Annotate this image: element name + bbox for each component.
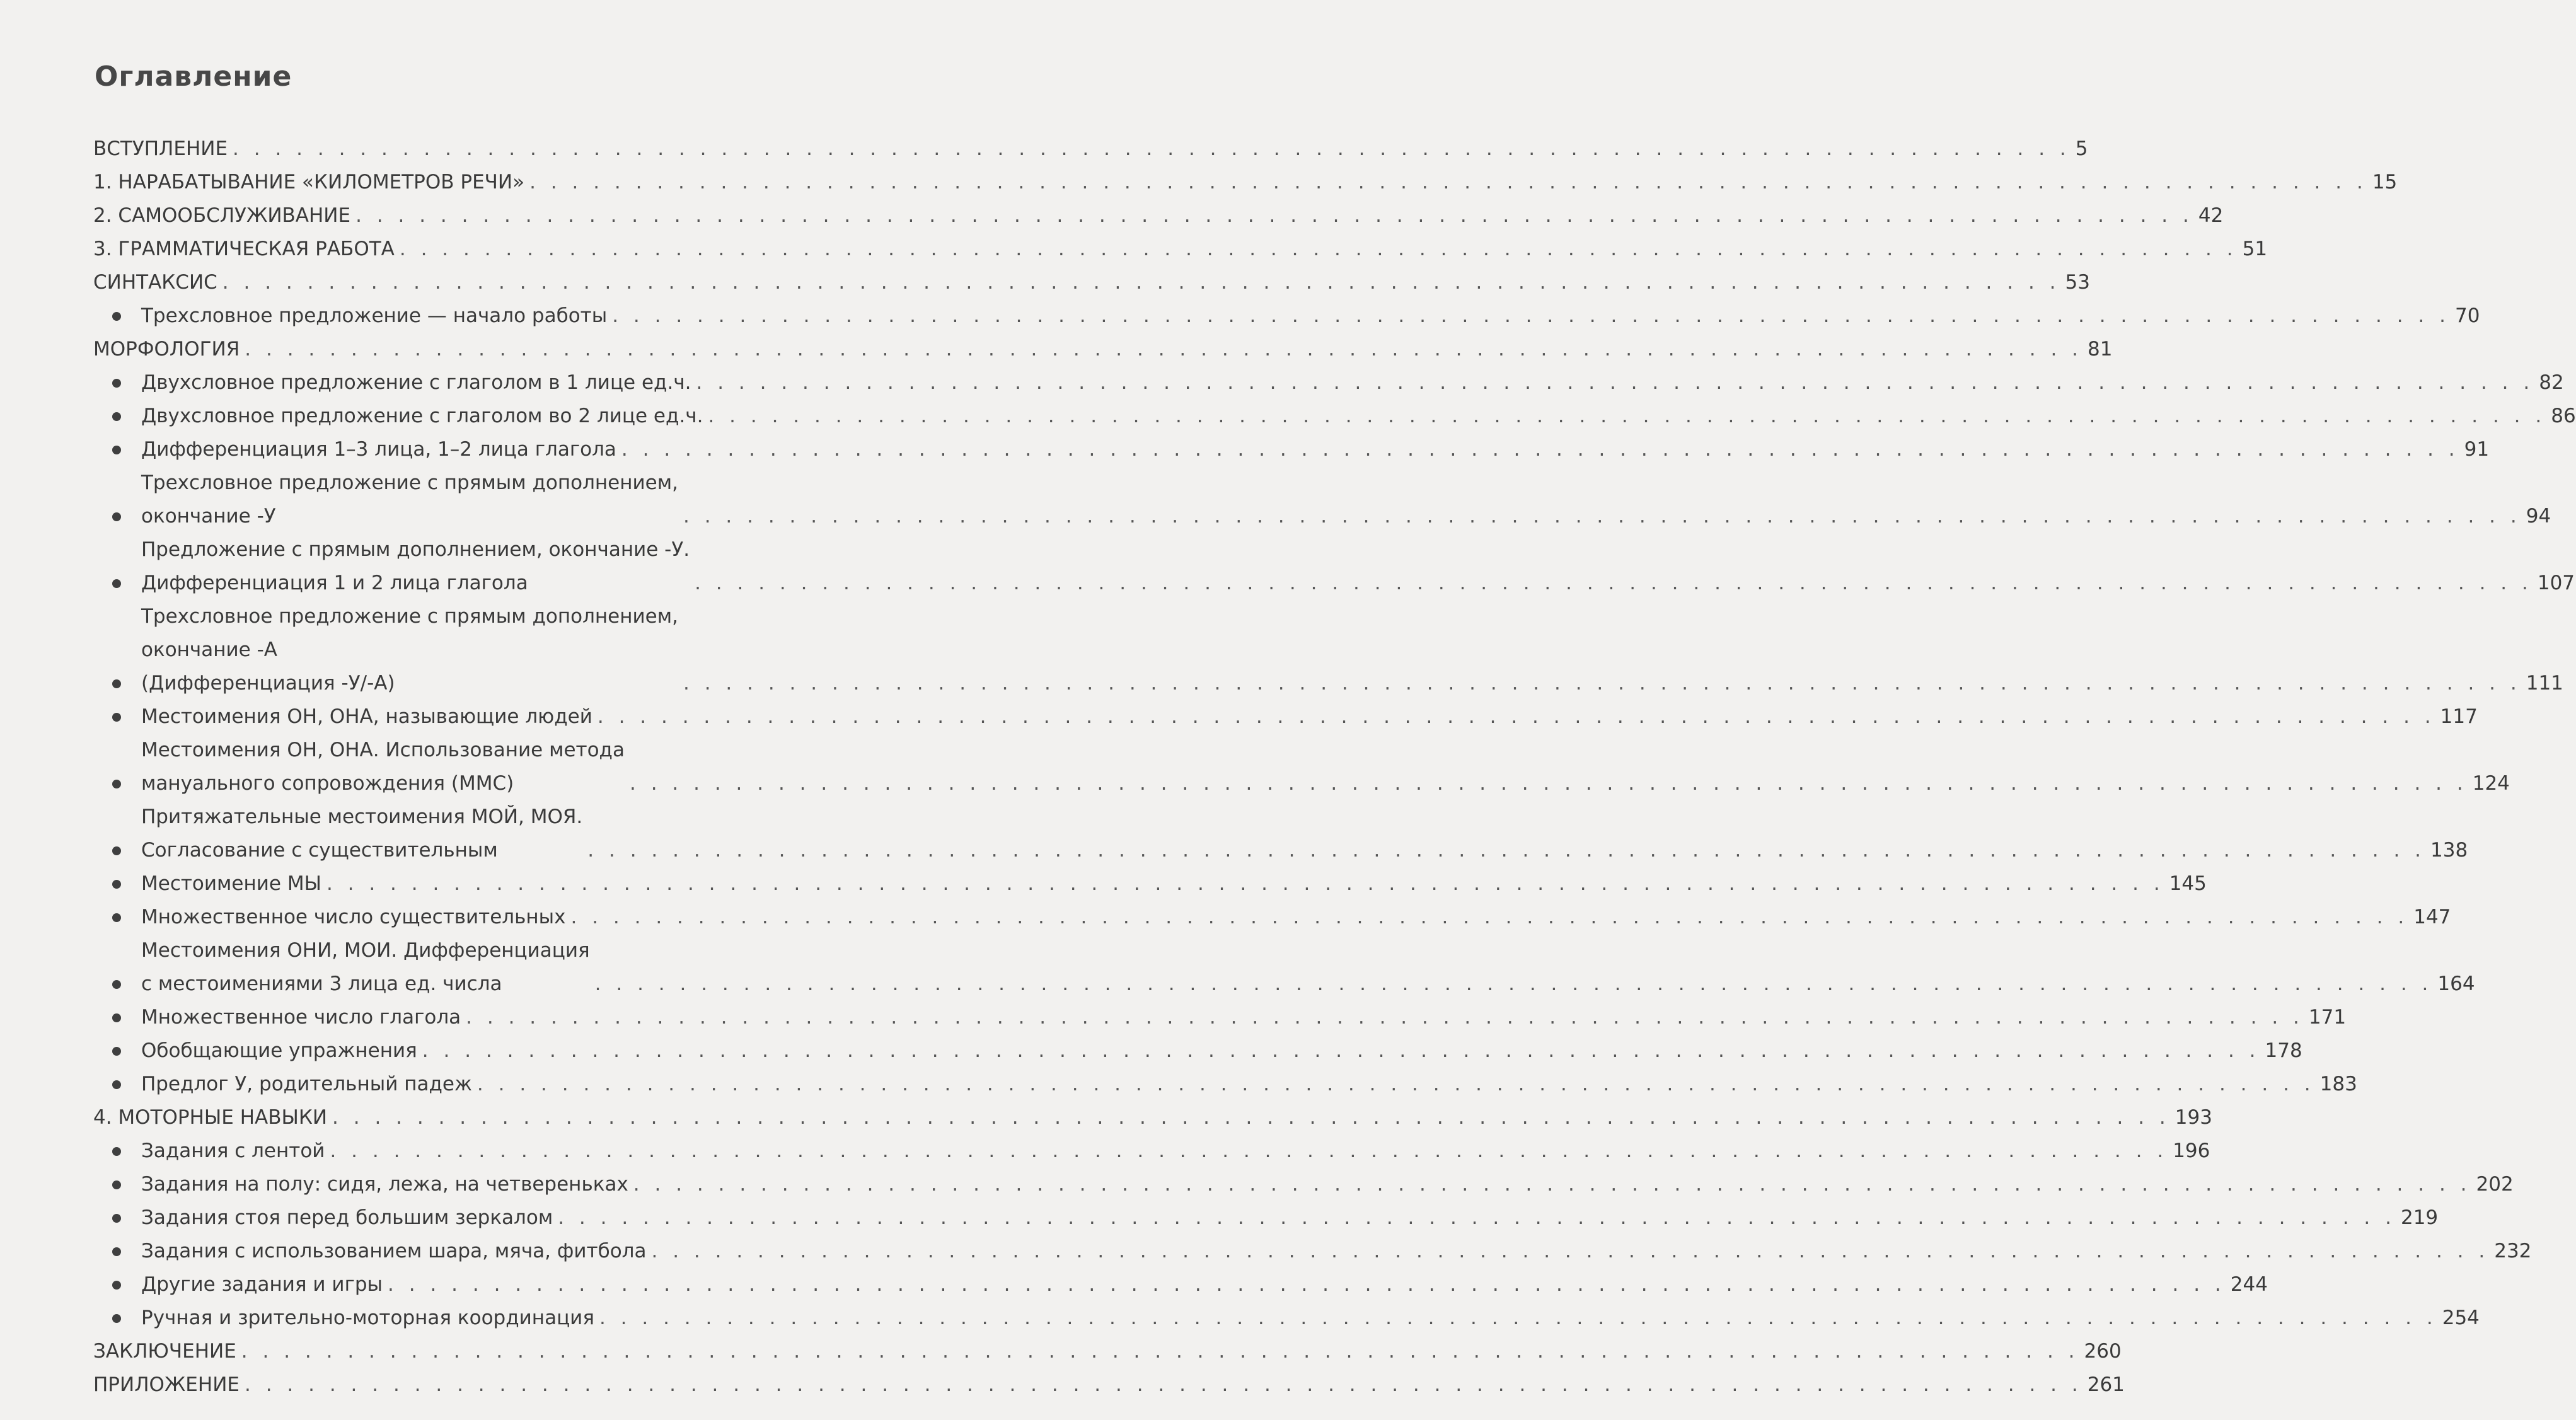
toc-entry-title-line: Задания стоя перед большим зеркалом: [141, 1206, 553, 1229]
toc-entry-title: [141, 433, 616, 466]
toc-entry: [141, 1235, 2532, 1268]
toc-entry-title-line: окончание -У: [141, 505, 276, 528]
toc-entry-title: [141, 400, 703, 433]
dot-leader: . . . . . . . . . . . . . . . . . . . . . . . . . . . . . . . . . . . . . . . . . . . . . . . . . . . . . . . . . . . . . . . . . . . . . . . . . . . . . . . . . . . . . . .: [399, 238, 2238, 260]
dot-leader: . . . . . . . . . . . . . . . . . . . . . . . . . . . . . . . . . . . . . . . . . . . . . . . . . . . . . . . . . . . . . . . . . . . . . . . . . . . . . . . . . . . . . . .: [558, 1206, 2396, 1229]
dot-leader: . . . . . . . . . . . . . . . . . . . . . . . . . . . . . . . . . . . . . . . . . . . . . . . . . . . . . . . . . . . . . . . . . . . . . . . . . . . . . . . . . . . . . . .: [612, 304, 2450, 327]
dot-leader: . . . . . . . . . . . . . . . . . . . . . . . . . . . . . . . . . . . . . . . . . . . . . . . . . . . . . . . . . . . . . . . . . . . . . . . . . . . . . . . . . . . . . . .: [245, 338, 2083, 361]
dot-leader: . . . . . . . . . . . . . . . . . . . . . . . . . . . . . . . . . . . . . . . . . . . . . . . . . . . . . . . . . . . . . . . . . . . . . . . . . . . . . . . . . . . . . . .: [621, 438, 2459, 461]
toc-entry: [141, 734, 2510, 800]
toc-entry: [141, 700, 2478, 734]
toc-page-number: 111: [2526, 672, 2563, 695]
toc-entry-title: [141, 1268, 383, 1302]
dot-leader: . . . . . . . . . . . . . . . . . . . . . . . . . . . . . . . . . . . . . . . . . . . . . . . . . . . . . . . . . . . . . . . . . . . . . . . . . . . . . . . . . . . . . . .: [355, 204, 2193, 227]
toc-page-number: 107: [2537, 572, 2575, 594]
dot-leader: . . . . . . . . . . . . . . . . . . . . . . . . . . . . . . . . . . . . . . . . . . . . . . . . . . . . . . . . . . . . . . . . . . . . . . . . . . . . . . . . . . . . . . .: [629, 772, 2468, 795]
toc-entry: [93, 1101, 2212, 1134]
toc-entry-title: [141, 901, 565, 934]
toc-entry: [93, 166, 2398, 199]
toc-entry-title: [141, 1302, 594, 1335]
toc-entry-title-line: Дифференциация 1 и 2 лица глагола: [141, 572, 528, 594]
toc-entry: [141, 1068, 2357, 1101]
toc-entry-title: [141, 299, 607, 333]
bullet-icon: [112, 1314, 121, 1323]
toc-entry-title: [141, 533, 690, 600]
toc-entry-title-line: Трехсловное предложение с прямым дополнением,: [141, 471, 678, 494]
bullet-icon: [112, 1180, 121, 1189]
bullet-icon: [112, 846, 121, 855]
bullet-icon: [112, 1214, 121, 1223]
toc-entry-title: [93, 266, 217, 299]
toc-entry-title: [141, 1134, 325, 1168]
toc-page-number: 178: [2265, 1039, 2302, 1062]
toc-entry: [141, 901, 2451, 934]
toc-entry-title: [93, 333, 240, 366]
toc-entry-title-line: МОРФОЛОГИЯ: [93, 338, 240, 361]
toc-page-number: 138: [2430, 839, 2468, 862]
dot-leader: . . . . . . . . . . . . . . . . . . . . . . . . . . . . . . . . . . . . . . . . . . . . . . . . . . . . . . . . . . . . . . . . . . . . . . . . . . . . . . . . . . . . . . .: [422, 1039, 2260, 1062]
toc-entry-title-line: Местоимения ОН, ОНА. Использование метода: [141, 739, 625, 761]
toc-entry-title: [141, 800, 582, 867]
dot-leader: . . . . . . . . . . . . . . . . . . . . . . . . . . . . . . . . . . . . . . . . . . . . . . . . . . . . . . . . . . . . . . . . . . . . . . . . . . . . . . . . . . . . . . .: [651, 1240, 2490, 1262]
bullet-icon: [112, 1013, 121, 1022]
toc-entry: [141, 1168, 2514, 1201]
toc-entry: [141, 600, 2563, 700]
dot-leader: . . . . . . . . . . . . . . . . . . . . . . . . . . . . . . . . . . . . . . . . . . . . . . . . . . . . . . . . . . . . . . . . . . . . . . . . . . . . . . . . . . . . . . .: [594, 973, 2433, 995]
toc-entry: [141, 1268, 2268, 1302]
bullet-icon: [112, 512, 121, 521]
toc-entry-title-line: Множественное число глагола: [141, 1006, 461, 1029]
dot-leader: . . . . . . . . . . . . . . . . . . . . . . . . . . . . . . . . . . . . . . . . . . . . . . . . . . . . . . . . . . . . . . . . . . . . . . . . . . . . . . . . . . . . . . .: [599, 1307, 2437, 1329]
toc-entry-title-line: Трехсловное предложение — начало работы: [141, 304, 608, 327]
toc-entry-title: [141, 1034, 417, 1068]
toc-page-number: 244: [2230, 1273, 2268, 1296]
toc-page-number: 261: [2087, 1373, 2125, 1396]
toc-page-number: 196: [2173, 1140, 2210, 1162]
toc-entry-title: [141, 700, 592, 734]
toc-entry-title-line: Обобщающие упражнения: [141, 1039, 417, 1062]
toc-entry: [141, 299, 2480, 333]
toc-page-number: 91: [2464, 438, 2490, 461]
toc-page-number: 232: [2494, 1240, 2532, 1262]
toc-page-number: 145: [2169, 872, 2207, 895]
dot-leader: . . . . . . . . . . . . . . . . . . . . . . . . . . . . . . . . . . . . . . . . . . . . . . . . . . . . . . . . . . . . . . . . . . . . . . . . . . . . . . . . . . . . . . .: [330, 1140, 2168, 1162]
bullet-icon: [112, 1247, 121, 1256]
toc-entry-title-line: Предлог У, родительный падеж: [141, 1073, 472, 1095]
toc-entry-title-line: Множественное число существительных: [141, 906, 566, 928]
toc-entry-title: [141, 1235, 646, 1268]
page-title: Оглавление: [95, 61, 292, 93]
toc-entry-title-line: Притяжательные местоимения МОЙ, МОЯ.: [141, 805, 583, 828]
toc-entry: [93, 233, 2268, 266]
bullet-icon: [112, 980, 121, 989]
toc-entry: [141, 1001, 2347, 1034]
toc-entry-title: [141, 600, 678, 700]
toc-entry-title-line: Двухсловное предложение с глаголом во 2 лице ед.ч.: [141, 405, 703, 427]
bullet-icon: [112, 679, 121, 688]
toc-page-number: 124: [2472, 772, 2510, 795]
toc-entry-title-line: Двухсловное предложение с глаголом в 1 лице ед.ч.: [141, 371, 691, 394]
toc-entry-title: [141, 466, 678, 533]
toc-entry-title-line: Другие задания и игры: [141, 1273, 383, 1296]
dot-leader: . . . . . . . . . . . . . . . . . . . . . . . . . . . . . . . . . . . . . . . . . . . . . . . . . . . . . . . . . . . . . . . . . . . . . . . . . . . . . . . . . . . . . . .: [570, 906, 2409, 928]
toc-entry-title: [93, 233, 395, 266]
dot-leader: . . . . . . . . . . . . . . . . . . . . . . . . . . . . . . . . . . . . . . . . . . . . . . . . . . . . . . . . . . . . . . . . . . . . . . . . . . . . . . . . . . . . . . .: [529, 171, 2367, 193]
dot-leader: . . . . . . . . . . . . . . . . . . . . . . . . . . . . . . . . . . . . . . . . . . . . . . . . . . . . . . . . . . . . . . . . . . . . . . . . . . . . . . . . . . . . . . .: [233, 137, 2071, 160]
toc-page-number: 94: [2526, 505, 2551, 528]
toc-page-number: 254: [2442, 1307, 2480, 1329]
toc-entry: [141, 400, 2576, 433]
toc-entry-title-line: мануального сопровождения (ММС): [141, 772, 514, 795]
toc-entry-title-line: Согласование с существительным: [141, 839, 498, 862]
bullet-icon: [112, 446, 121, 454]
toc-page-number: 42: [2198, 204, 2224, 227]
toc-page-number: 219: [2400, 1206, 2439, 1229]
toc-entry: [141, 1034, 2302, 1068]
dot-leader: . . . . . . . . . . . . . . . . . . . . . . . . . . . . . . . . . . . . . . . . . . . . . . . . . . . . . . . . . . . . . . . . . . . . . . . . . . . . . . . . . . . . . . .: [388, 1273, 2226, 1296]
toc-entry-title-line: с местоимениями 3 лица ед. числа: [141, 973, 502, 995]
bullet-icon: [112, 1080, 121, 1089]
toc-page-number: 81: [2088, 338, 2113, 361]
dot-leader: . . . . . . . . . . . . . . . . . . . . . . . . . . . . . . . . . . . . . . . . . . . . . . . . . . . . . . . . . . . . . . . . . . . . . . . . . . . . . . . . . . . . . . .: [633, 1173, 2471, 1196]
toc-page-number: 147: [2413, 906, 2451, 928]
dot-leader: . . . . . . . . . . . . . . . . . . . . . . . . . . . . . . . . . . . . . . . . . . . . . . . . . . . . . . . . . . . . . . . . . . . . . . . . . . . . . . . . . . . . . . .: [466, 1006, 2304, 1029]
toc-entry-title-line: Предложение с прямым дополнением, окончание -У.: [141, 538, 690, 561]
toc-entry-title: [93, 1101, 327, 1134]
toc-entry-title: [93, 199, 350, 233]
toc-entry: [141, 1302, 2480, 1335]
bullet-icon: [112, 579, 121, 588]
toc-entry: [141, 1134, 2210, 1168]
toc-page-number: 183: [2319, 1073, 2357, 1095]
dot-leader: . . . . . . . . . . . . . . . . . . . . . . . . . . . . . . . . . . . . . . . . . . . . . . . . . . . . . . . . . . . . . . . . . . . . . . . . . . . . . . . . . . . . . . .: [326, 872, 2164, 895]
toc-page-number: 260: [2084, 1340, 2122, 1363]
toc-entry-title: [141, 366, 691, 400]
toc-entry-title-line: 1. НАРАБАТЫВАНИЕ «КИЛОМЕТРОВ РЕЧИ»: [93, 171, 525, 193]
toc-entry-title-line: Местоимения ОН, ОНА, называющие людей: [141, 705, 592, 728]
toc-entry-title-line: Местоимения ОНИ, МОИ. Дифференциация: [141, 939, 590, 962]
toc-entry-title-line: ВСТУПЛЕНИЕ: [93, 137, 228, 160]
toc-page-number: 70: [2454, 304, 2480, 327]
toc-entry: [141, 1201, 2439, 1235]
toc-entry-title: [93, 1368, 240, 1402]
toc-entry: [141, 934, 2475, 1001]
toc-entry-title: [141, 934, 590, 1001]
dot-leader: . . . . . . . . . . . . . . . . . . . . . . . . . . . . . . . . . . . . . . . . . . . . . . . . . . . . . . . . . . . . . . . . . . . . . . . . . . . . . . . . . . . . . . .: [597, 705, 2435, 728]
dot-leader: . . . . . . . . . . . . . . . . . . . . . . . . . . . . . . . . . . . . . . . . . . . . . . . . . . . . . . . . . . . . . . . . . . . . . . . . . . . . . . . . . . . . . . .: [332, 1106, 2170, 1129]
toc-page-number: 53: [2065, 271, 2090, 294]
bullet-icon: [112, 1047, 121, 1056]
toc-page-number: 193: [2175, 1106, 2212, 1129]
toc-entry-title: [141, 734, 625, 800]
toc-entry-title-line: СИНТАКСИС: [93, 271, 217, 294]
toc-entry-title: [141, 1001, 461, 1034]
toc-entry-title-line: Задания с использованием шара, мяча, фитбола: [141, 1240, 647, 1262]
toc-page-number: 86: [2551, 405, 2576, 427]
toc-entry-title-line: 4. МОТОРНЫЕ НАВЫКИ: [93, 1106, 328, 1129]
bullet-icon: [112, 780, 121, 788]
toc-entry-title-line: Трехсловное предложение с прямым дополнением,: [141, 605, 678, 628]
toc-page-number: 171: [2308, 1006, 2347, 1029]
toc-entry-title-line: окончание -А: [141, 638, 277, 661]
toc-entry-title-line: ЗАКЛЮЧЕНИЕ: [93, 1340, 236, 1363]
toc-entry: [93, 1335, 2122, 1368]
toc-entry: [141, 433, 2490, 466]
toc-entry-title-line: 3. ГРАММАТИЧЕСКАЯ РАБОТА: [93, 238, 395, 260]
toc-entry-title-line: ПРИЛОЖЕНИЕ: [93, 1373, 240, 1396]
dot-leader: . . . . . . . . . . . . . . . . . . . . . . . . . . . . . . . . . . . . . . . . . . . . . . . . . . . . . . . . . . . . . . . . . . . . . . . . . . . . . . . . . . . . . . .: [241, 1340, 2079, 1363]
bullet-icon: [112, 880, 121, 889]
toc-entry-title: [93, 166, 524, 199]
toc-entry-title: [141, 867, 321, 901]
toc-page-number: 117: [2440, 705, 2478, 728]
toc-entry-title: [141, 1168, 628, 1201]
toc-entry-title-line: Задания с лентой: [141, 1140, 325, 1162]
toc-entry: [141, 867, 2207, 901]
bullet-icon: [112, 913, 121, 922]
bullet-icon: [112, 379, 121, 388]
toc-entry: [93, 333, 2113, 366]
toc-entry-title-line: Задания на полу: сидя, лежа, на четвереньках: [141, 1173, 628, 1196]
toc-page-number: 15: [2372, 171, 2398, 193]
toc-entry-title-line: Местоимение МЫ: [141, 872, 321, 895]
dot-leader: . . . . . . . . . . . . . . . . . . . . . . . . . . . . . . . . . . . . . . . . . . . . . . . . . . . . . . . . . . . . . . . . . . . . . . . . . . . . . . . . . . . . . . .: [696, 371, 2534, 394]
toc-entry-title-line: (Дифференциация -У/-А): [141, 672, 395, 695]
toc-entry: [93, 266, 2090, 299]
dot-leader: . . . . . . . . . . . . . . . . . . . . . . . . . . . . . . . . . . . . . . . . . . . . . . . . . . . . . . . . . . . . . . . . . . . . . . . . . . . . . . . . . . . . . . .: [477, 1073, 2315, 1095]
bullet-icon: [112, 713, 121, 722]
toc-entry: [93, 199, 2224, 233]
bullet-icon: [112, 412, 121, 421]
toc-entry-title-line: 2. САМООБСЛУЖИВАНИЕ: [93, 204, 351, 227]
toc-entry-title-line: Ручная и зрительно-моторная координация: [141, 1307, 594, 1329]
toc-page-number: 202: [2476, 1173, 2514, 1196]
toc-page-number: 164: [2437, 973, 2475, 995]
bullet-icon: [112, 1281, 121, 1290]
toc-entry-title: [93, 132, 228, 166]
toc-entry: [141, 466, 2551, 533]
dot-leader: . . . . . . . . . . . . . . . . . . . . . . . . . . . . . . . . . . . . . . . . . . . . . . . . . . . . . . . . . . . . . . . . . . . . . . . . . . . . . . . . . . . . . . .: [683, 505, 2521, 528]
toc-page-number: 82: [2539, 371, 2564, 394]
dot-leader: . . . . . . . . . . . . . . . . . . . . . . . . . . . . . . . . . . . . . . . . . . . . . . . . . . . . . . . . . . . . . . . . . . . . . . . . . . . . . . . . . . . . . . .: [244, 1373, 2082, 1396]
toc-entry-title: [141, 1201, 553, 1235]
toc-entry-title-line: Дифференциация 1–3 лица, 1–2 лица глагола: [141, 438, 616, 461]
bullet-icon: [112, 1147, 121, 1156]
toc-entry: [141, 366, 2564, 400]
toc-page-number: 51: [2242, 238, 2268, 260]
dot-leader: . . . . . . . . . . . . . . . . . . . . . . . . . . . . . . . . . . . . . . . . . . . . . . . . . . . . . . . . . . . . . . . . . . . . . . . . . . . . . . . . . . . . . . .: [222, 271, 2060, 294]
bullet-icon: [112, 312, 121, 321]
toc-entry: [141, 533, 2575, 600]
toc-entry: [93, 1368, 2125, 1402]
dot-leader: . . . . . . . . . . . . . . . . . . . . . . . . . . . . . . . . . . . . . . . . . . . . . . . . . . . . . . . . . . . . . . . . . . . . . . . . . . . . . . . . . . . . . . .: [683, 672, 2521, 695]
toc-entry: [141, 800, 2468, 867]
dot-leader: . . . . . . . . . . . . . . . . . . . . . . . . . . . . . . . . . . . . . . . . . . . . . . . . . . . . . . . . . . . . . . . . . . . . . . . . . . . . . . . . . . . . . . .: [708, 405, 2546, 427]
toc-page-number: 5: [2075, 137, 2088, 160]
dot-leader: . . . . . . . . . . . . . . . . . . . . . . . . . . . . . . . . . . . . . . . . . . . . . . . . . . . . . . . . . . . . . . . . . . . . . . . . . . . . . . . . . . . . . . .: [695, 572, 2533, 594]
toc-entry-title: [141, 1068, 472, 1101]
toc-entry: [93, 132, 2088, 166]
toc-entry-title: [93, 1335, 236, 1368]
dot-leader: . . . . . . . . . . . . . . . . . . . . . . . . . . . . . . . . . . . . . . . . . . . . . . . . . . . . . . . . . . . . . . . . . . . . . . . . . . . . . . . . . . . . . . .: [587, 839, 2426, 862]
